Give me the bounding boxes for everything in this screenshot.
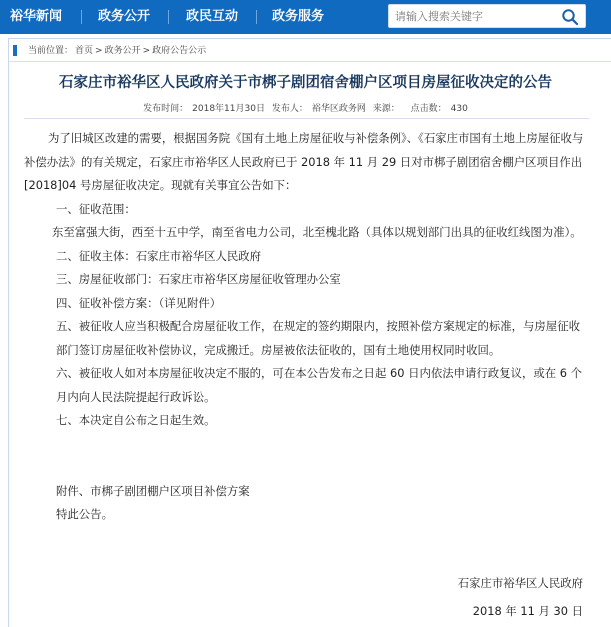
- search-input[interactable]: [395, 5, 555, 27]
- breadcrumb-separator: >: [142, 46, 151, 56]
- breadcrumb-announcements[interactable]: 政府公告公示: [152, 46, 207, 56]
- nav-item-government-affairs[interactable]: 政务公开: [98, 9, 151, 24]
- publish-date: 2018年11月30日: [192, 104, 265, 114]
- divider: [24, 118, 589, 119]
- nav-item-public-interaction[interactable]: 政民互动: [186, 9, 239, 24]
- nav-divider: [256, 10, 257, 24]
- paragraph-scope-heading: 一、征收范围：: [56, 201, 136, 216]
- source-label: 来源：: [372, 104, 400, 114]
- search-icon[interactable]: [561, 8, 579, 26]
- page-title: 石家庄市裕华区人民政府关于市梆子剧团宿舍棚户区项目房屋征收决定的公告: [59, 75, 552, 91]
- nav-divider: [168, 10, 169, 24]
- search-box: [388, 4, 586, 28]
- view-count: 430: [450, 104, 468, 114]
- breadcrumb-government-affairs[interactable]: 政务公开: [104, 46, 141, 56]
- views-label: 点击数：: [410, 104, 447, 114]
- article-body: [24, 127, 589, 527]
- paragraph-appeal: 六、被征收人如对本房屋征收决定不服的，可在本公告发布之日起 60 日内依法申请行政复议，或在 6 个月内向人民法院提起行政诉讼。: [56, 366, 583, 404]
- paragraph-cooperation: 五、被征收人应当积极配合房屋征收工作，在规定的签约期限内，按照补偿方案规定的标准，与房屋征收部门签订房屋征收补偿协议，完成搬迁。房屋被依法征收的，国有土地使用权同时收回。: [56, 319, 580, 357]
- nav-item-government-services[interactable]: 政务服务: [272, 9, 325, 24]
- paragraph-department: 三、房屋征收部门：石家庄市裕华区房屋征收管理办公室: [56, 272, 341, 286]
- nav-divider: [81, 10, 82, 24]
- paragraph-intro: 为了旧城区改建的需要，根据国务院《国有土地上房屋征收与补偿条例》、《石家庄市国有土地上房屋征收与补偿办法》的有关规定，石家庄市裕华区人民政府已于 2018 年 11 月 29 日对市梆子剧团宿舍棚户区项目作出[2018]04 号房屋征收决定。现就有关事宜公告如下：: [24, 131, 584, 192]
- divider: [9, 61, 611, 62]
- publish-date-label: 发布时间：: [143, 104, 189, 114]
- closing-text: 特此公告。: [56, 507, 113, 521]
- nav-item-yuhua-news[interactable]: 裕华新闻: [10, 9, 63, 24]
- breadcrumb-prefix: 当前位置：: [28, 46, 74, 56]
- paragraph-scope: 东至富强大街，西至十五中学，南至省电力公司，北至槐北路（具体以规划部门出具的征收红线图为准）。: [52, 225, 582, 239]
- breadcrumb-home[interactable]: 首页: [75, 46, 94, 56]
- breadcrumb-separator: >: [95, 46, 103, 56]
- paragraph-subject: 二、征收主体：石家庄市裕华区人民政府: [56, 248, 262, 263]
- top-navigation-bar: [0, 0, 611, 34]
- publisher-label: 发布人：: [271, 104, 308, 114]
- attachment-note: 附件、市梆子剧团棚户区项目补偿方案: [56, 483, 250, 498]
- signature-date: 2018 年 11 月 30 日: [472, 604, 583, 618]
- paragraph-compensation: 四、征收补偿方案：（详见附件）: [56, 295, 222, 310]
- publisher: 裕华区政务网: [311, 104, 366, 114]
- article-meta: [0, 101, 611, 114]
- breadcrumb: [16, 44, 208, 58]
- signature-organization: 石家庄市裕华区人民政府: [457, 576, 583, 590]
- paragraph-effective: 七、本决定自公布之日起生效。: [56, 413, 216, 427]
